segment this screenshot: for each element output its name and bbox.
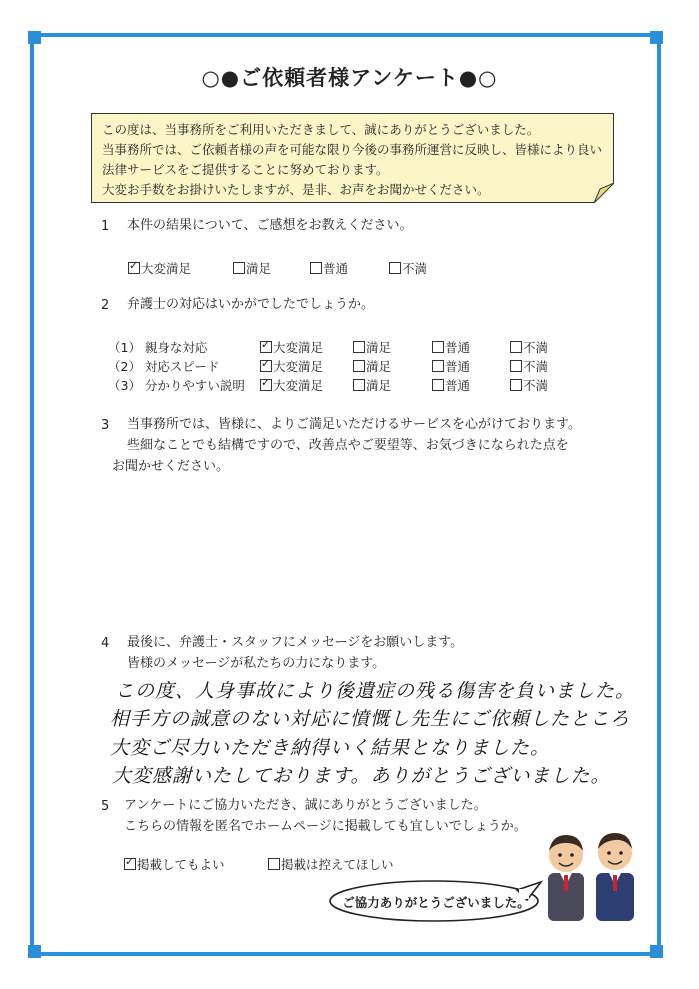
page-title: ○●ご依頼者様アンケート●○ <box>201 66 498 90</box>
option-very-satisfied[interactable]: ✓ 大変満足 <box>260 338 323 356</box>
option-neutral[interactable]: 普通 <box>432 376 470 394</box>
checkbox-checked[interactable] <box>124 858 136 870</box>
question-number: 1 <box>101 219 110 234</box>
handwritten-line: この度、人身事故により後遺症の残る傷害を負いました。 <box>115 680 636 702</box>
option-dissatisfied[interactable]: 不満 <box>389 259 427 277</box>
question-text: 最後に、弁護士・スタッフにメッセージをお願いします。 皆様のメッセージが私たちの力になります。 <box>127 635 464 671</box>
question-number: 4 <box>101 636 110 651</box>
checkbox[interactable] <box>310 262 322 274</box>
bubble-text: ご協力ありがとうございました。 <box>342 895 530 910</box>
checkbox-checked[interactable] <box>260 379 272 391</box>
checkbox[interactable] <box>353 360 365 372</box>
option-satisfied[interactable]: 満足 <box>233 259 271 277</box>
question-text: 当事務所では、皆様に、よりご満足いただけるサービスを心がけております。 些細なことでも結構ですので、改善点やご要望等、お気づきになられた点を お聞かせください。 <box>112 417 581 474</box>
checkbox-checked[interactable] <box>260 341 272 353</box>
checkbox[interactable] <box>510 379 522 391</box>
option-satisfied[interactable]: 満足 <box>353 357 391 375</box>
checkbox[interactable] <box>233 262 245 274</box>
checkbox[interactable] <box>353 379 365 391</box>
checkbox[interactable] <box>432 360 444 372</box>
intro-line: この度は、当事務所をご利用いただきまして、誠にありがとうございました。 <box>102 122 540 137</box>
handwritten-line: 大変感謝いたしております。ありがとうございました。 <box>112 765 611 787</box>
option-satisfied[interactable]: 満足 <box>353 376 391 394</box>
question-text: アンケートにご協力いただき、誠にありがとうございました。 こちらの情報を匿名でホームページに掲載しても宜しいでしょうか。 <box>124 798 527 834</box>
checkbox-checked[interactable] <box>260 360 272 372</box>
frame-corner <box>28 945 41 958</box>
checkbox[interactable] <box>432 341 444 353</box>
question-text: 本件の結果について、ご感想をお教えください。 <box>127 218 413 233</box>
question-number: 3 <box>101 418 110 433</box>
frame-corner <box>650 945 663 958</box>
checkbox[interactable] <box>389 262 401 274</box>
intro-line: 当事務所では、ご依頼者様の声を可能な限り今後の事務所運営に反映し、皆様により良い <box>102 142 603 157</box>
question-number: 2 <box>101 298 110 313</box>
option-dissatisfied[interactable]: 不満 <box>510 376 548 394</box>
option-neutral[interactable]: 普通 <box>432 338 470 356</box>
frame-corner <box>28 31 41 44</box>
option-dissatisfied[interactable]: 不満 <box>510 338 548 356</box>
checkbox[interactable] <box>510 341 522 353</box>
intro-note <box>91 113 614 203</box>
checkbox[interactable] <box>510 360 522 372</box>
option-very-satisfied[interactable]: ✓ 大変満足 <box>260 357 323 375</box>
lawyers-illustration <box>540 823 640 923</box>
option-very-satisfied[interactable]: ✓ 大変満足 <box>260 376 323 394</box>
lawyer-left-icon <box>548 835 584 921</box>
option-satisfied[interactable]: 満足 <box>353 338 391 356</box>
checkbox[interactable] <box>353 341 365 353</box>
intro-line: 大変お手数をお掛けいたしますが、是非、お声をお聞かせください。 <box>102 182 490 197</box>
intro-line: 法律サービスをご提供することに努めております。 <box>102 162 389 177</box>
option-publish-ok[interactable]: ✓掲載してもよい <box>124 855 225 873</box>
checkbox[interactable] <box>432 379 444 391</box>
rating-row-label: （3） 分かりやすい説明 <box>108 378 245 393</box>
handwritten-line: 相手方の誠意のない対応に憤慨し先生にご依頼したところ <box>110 708 631 730</box>
rating-row-label: （2） 対応スピード <box>108 359 220 374</box>
checkbox[interactable] <box>268 858 280 870</box>
page-fold-icon <box>594 183 614 203</box>
frame-corner <box>650 31 663 44</box>
option-dissatisfied[interactable]: 不満 <box>510 357 548 375</box>
question-text: 弁護士の対応はいかがでしたでしょうか。 <box>127 297 375 312</box>
option-very-satisfied[interactable]: ✓大変満足 <box>128 259 191 277</box>
lawyer-right-icon <box>596 833 634 921</box>
option-publish-decline[interactable]: 掲載は控えてほしい <box>268 855 394 873</box>
question-number: 5 <box>101 799 110 814</box>
checkbox-checked[interactable] <box>128 262 140 274</box>
option-neutral[interactable]: 普通 <box>432 357 470 375</box>
rating-row-label: （1） 親身な対応 <box>108 340 208 355</box>
handwritten-line: 大変ご尽力いただき納得いく結果となりました。 <box>110 737 551 759</box>
option-neutral[interactable]: 普通 <box>310 259 348 277</box>
